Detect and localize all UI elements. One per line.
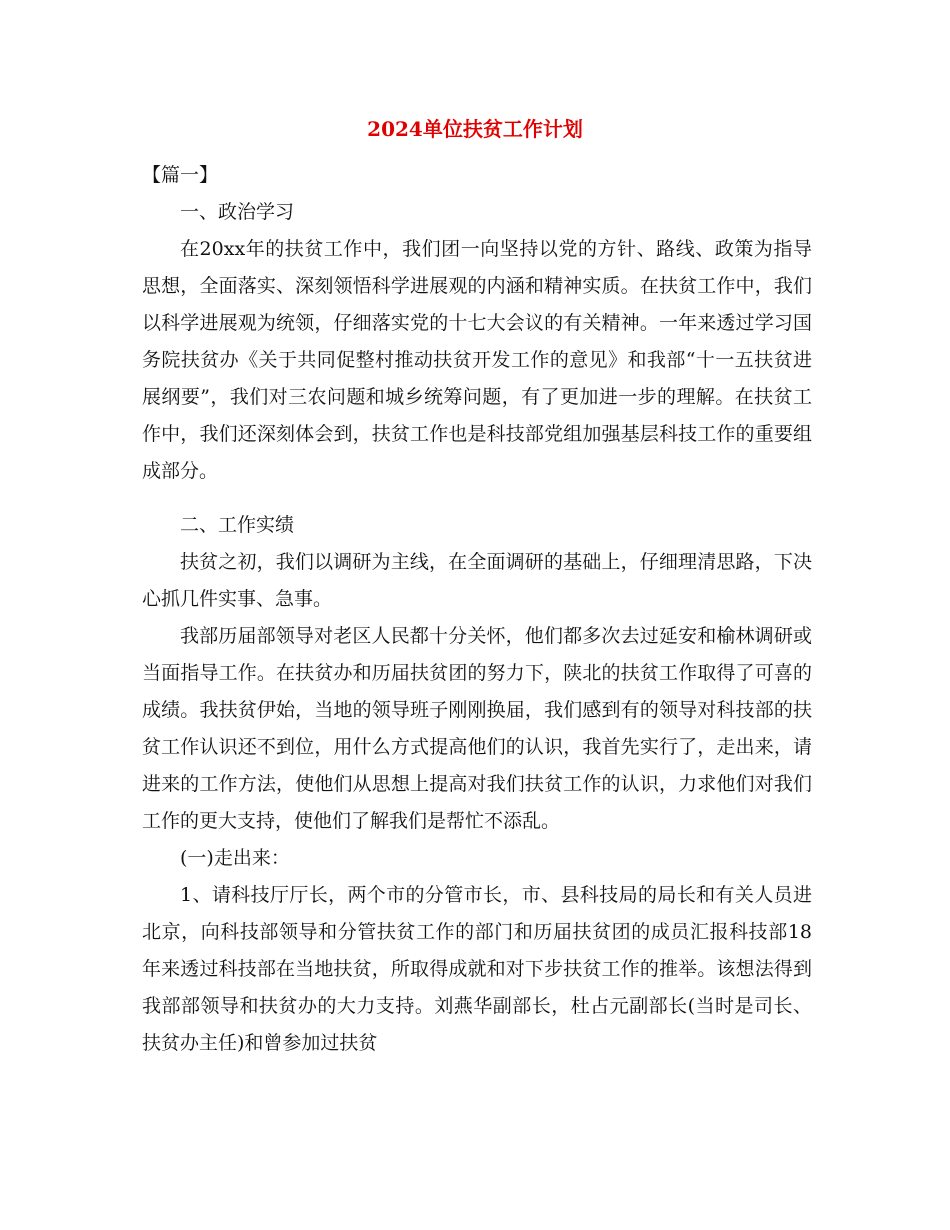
heading-work-results: 二、工作实绩: [180, 514, 295, 536]
heading-going-out: (一)走出来：: [180, 847, 290, 869]
heading-political-study: 一、政治学习: [180, 201, 295, 223]
document-body: [142, 157, 812, 1062]
paragraph-political-study: 在20xx年的扶贫工作中，我们团一向坚持以党的方针、路线、政策为指导思想，全面落实、深刻领悟科学进展观的内涵和精神实质。在扶贫工作中，我们以科学进展观为统领，仔细落实党的十七大会议的有关精神。一年来透过学习国务院扶贫办《关于共同促整村推动扶贫开发工作的意见》和我部“十一五扶贫进展纲要”，我们对三农问题和城乡统筹问题，有了更加进一步的理解。在扶贫工作中，我们还深刻体会到，扶贫工作也是科技部党组加强基层科技工作的重要组成部分。: [142, 238, 812, 482]
section-label: 【篇一】: [142, 164, 219, 186]
paragraph-leadership-care: 我部历届部领导对老区人民都十分关怀，他们都多次去过延安和榆林调研或当面指导工作。在扶贫办和历届扶贫团的努力下，陕北的扶贫工作取得了可喜的成绩。我扶贫伊始，当地的领导班子刚刚换届，我们感到有的领导对科技部的扶贫工作认识还不到位，用什么方式提高他们的认识，我首先实行了，走出来，请进来的工作方法，使他们从思想上提高对我们扶贫工作的认识，力求他们对我们工作的更大支持，使他们了解我们是帮忙不添乱。: [142, 625, 812, 832]
paragraph-item-1: 1、请科技厅厅长，两个市的分管市长，市、县科技局的局长和有关人员进北京，向科技部领导和分管扶贫工作的部门和历届扶贫团的成员汇报科技部18年来透过科技部在当地扶贫，所取得成就和对下步扶贫工作的推举。该想法得到我部部领导和扶贫办的大力支持。刘燕华副部长，杜占元副部长(当时是司长、扶贫办主任)和曾参加过扶贫: [142, 884, 812, 1054]
document-title: 2024单位扶贫工作计划: [367, 117, 583, 141]
paragraph-initial-research: 扶贫之初，我们以调研为主线，在全面调研的基础上，仔细理清思路，下决心抓几件实事、急事。: [142, 551, 812, 610]
